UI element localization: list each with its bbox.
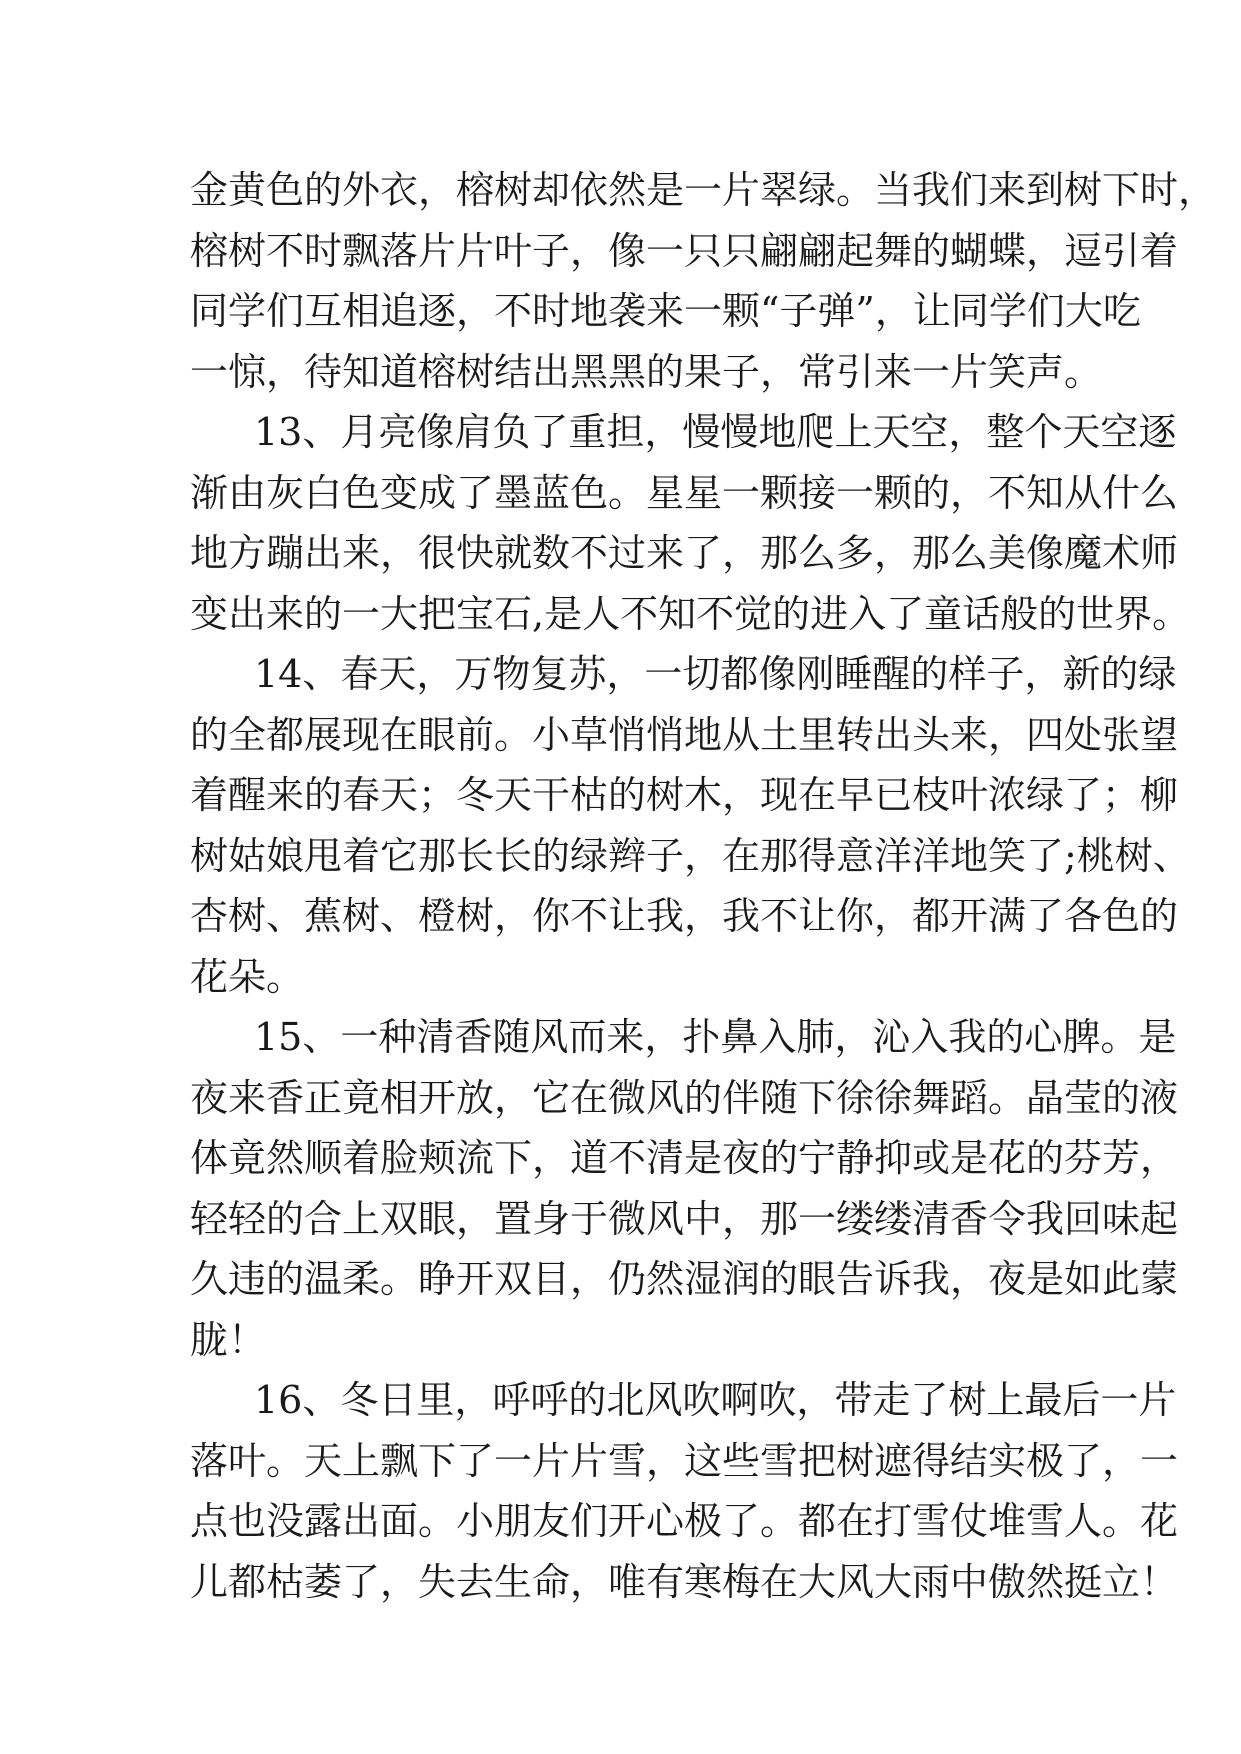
text-line: 的全都展现在眼前。小草悄悄地从土里转出头来，四处张望 — [190, 712, 1179, 757]
text-line: 着醒来的春天；冬天干枯的树木，现在早已枝叶浓绿了；柳 — [190, 773, 1179, 817]
text-line: 15、一种清香随风而来，扑鼻入肺，沁入我的心脾。是 — [254, 1015, 1177, 1059]
text-line: 地方蹦出来，很快就数不过来了，那么多，那么美像魔术师 — [190, 531, 1179, 575]
text-line: 榕树不时飘落片片叶子，像一只只翩翩起舞的蝴蝶，逗引着 — [190, 228, 1179, 273]
body-text — [190, 160, 1217, 1612]
text-line: 轻轻的合上双眼，置身于微风中，那一缕缕清香令我回味起 — [190, 1196, 1179, 1241]
text-line: 树姑娘甩着它那长长的绿辫子，在那得意洋洋地笑了;桃树、 — [190, 833, 1191, 878]
text-line: 金黄色的外衣，榕树却依然是一片翠绿。当我们来到树下时， — [190, 168, 1217, 212]
text-line: 杏树、蕉树、橙树，你不让我，我不让你，都开满了各色的 — [190, 894, 1179, 938]
text-line: 渐由灰白色变成了墨蓝色。星星一颗接一颗的，不知从什么 — [190, 470, 1179, 515]
text-line: 16、冬日里，呼呼的北风吹啊吹，带走了树上最后一片 — [254, 1378, 1177, 1422]
text-line: 儿都枯萎了，失去生命，唯有寒梅在大风大雨中傲然挺立！ — [190, 1559, 1179, 1604]
text-line: 落叶。天上飘下了一片片雪，这些雪把树遮得结实极了，一 — [190, 1438, 1179, 1483]
text-line: 13、月亮像肩负了重担，慢慢地爬上天空，整个天空逐 — [254, 410, 1177, 454]
text-line: 14、春天，万物复苏，一切都像刚睡醒的样子，新的绿 — [254, 652, 1177, 696]
text-line: 花朵。 — [190, 954, 305, 999]
text-line: 体竟然顺着脸颊流下，道不清是夜的宁静抑或是花的芬芳， — [190, 1136, 1179, 1180]
text-line: 一惊，待知道榕树结出黑黑的果子，常引来一片笑声。 — [190, 349, 1103, 394]
text-line: 夜来香正竟相开放，它在微风的伴随下徐徐舞蹈。晶莹的液 — [190, 1075, 1179, 1120]
text-line: 同学们互相追逐，不时地袭来一颗“子弹”，让同学们大吃 — [190, 289, 1141, 333]
text-line: 久违的温柔。睁开双目，仍然湿润的眼告诉我，夜是如此蒙 — [190, 1257, 1179, 1301]
text-line: 胧！ — [190, 1317, 267, 1362]
text-line: 变出来的一大把宝石,是人不知不觉的进入了童话般的世界。 — [190, 591, 1191, 636]
text-line: 点也没露出面。小朋友们开心极了。都在打雪仗堆雪人。花 — [190, 1499, 1179, 1543]
